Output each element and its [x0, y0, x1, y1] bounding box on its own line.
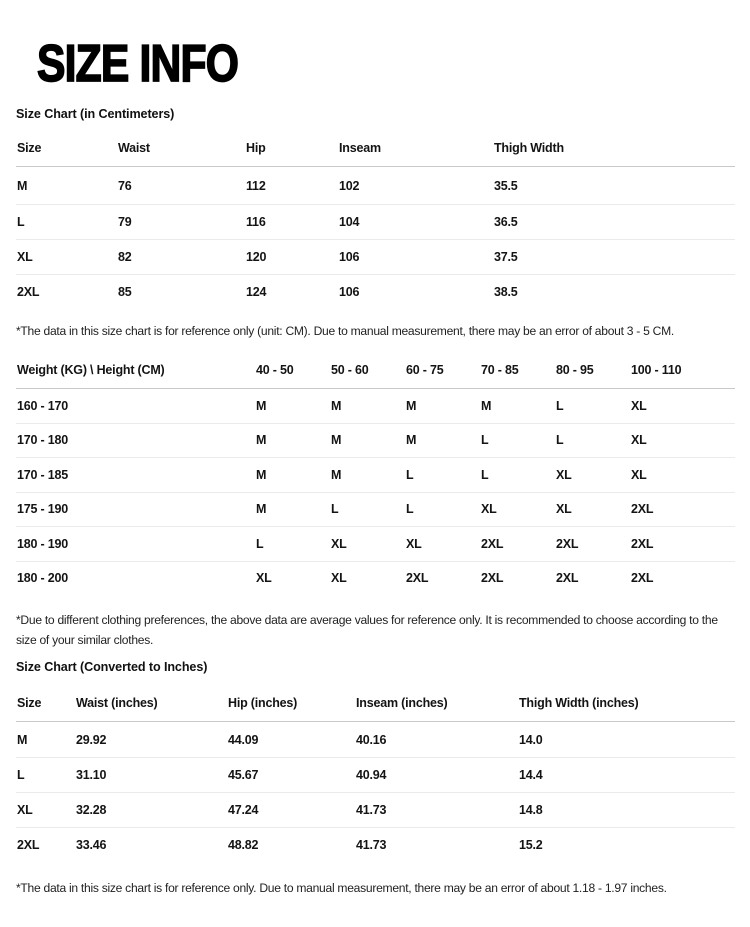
- table-cell: 2XL: [556, 571, 579, 586]
- table-header-row: [16, 693, 735, 722]
- size-label: 2XL: [17, 838, 40, 852]
- table-cell: L: [480, 423, 555, 458]
- table-cell: XL: [331, 571, 347, 586]
- column-header: Weight (KG) \ Height (CM): [16, 360, 255, 389]
- table-cell: 112: [245, 167, 338, 205]
- table-cell: L: [405, 492, 480, 527]
- table-cell: 37.5: [493, 240, 735, 275]
- table-row: [16, 167, 735, 205]
- size-label: L: [16, 205, 117, 240]
- table-cell: 2XL: [630, 527, 735, 562]
- table-cell: M: [255, 389, 330, 424]
- column-header: 80 - 95: [555, 360, 630, 389]
- table-cell: 106: [339, 285, 360, 299]
- table-cell: 2XL: [631, 571, 654, 586]
- table-row: [16, 492, 735, 527]
- cm-chart-note: *The data in this size chart is for reference only (unit: CM). Due to manual measurement, there may be an error of about 3 - 5 CM.: [16, 324, 674, 338]
- height-range-label: 175 - 190: [16, 492, 255, 527]
- table-cell: 2XL: [480, 527, 555, 562]
- table-row: [16, 205, 735, 240]
- table-cell: XL: [555, 458, 630, 493]
- table-cell: 124: [246, 285, 267, 299]
- table-row: [16, 275, 735, 310]
- table-cell: 38.5: [494, 285, 518, 299]
- table-row: [16, 758, 735, 793]
- table-cell: 45.67: [227, 758, 355, 793]
- size-label: M: [16, 722, 75, 758]
- table-cell: L: [555, 423, 630, 458]
- size-label: L: [16, 758, 75, 793]
- table-header-row: [16, 360, 735, 389]
- column-header: Hip: [245, 138, 338, 167]
- table-cell: 76: [117, 167, 245, 205]
- inches-chart-heading: Size Chart (Converted to Inches): [16, 660, 208, 674]
- table-cell: 79: [117, 205, 245, 240]
- table-cell: 35.5: [493, 167, 735, 205]
- page-title: SIZE INFO: [37, 35, 239, 93]
- table-row: [16, 527, 735, 562]
- column-header: 100 - 110: [630, 360, 735, 389]
- table-cell: 2XL: [406, 571, 429, 586]
- table-cell: 41.73: [355, 793, 518, 828]
- table-cell: XL: [330, 527, 405, 562]
- table-cell: M: [330, 458, 405, 493]
- table-cell: XL: [630, 423, 735, 458]
- table-cell: 82: [117, 240, 245, 275]
- height-range-label: 180 - 200: [17, 571, 69, 586]
- table-cell: 85: [118, 285, 132, 299]
- table-row: [16, 458, 735, 493]
- column-header: Size: [16, 138, 117, 167]
- height-range-label: 160 - 170: [16, 389, 255, 424]
- column-header: Thigh Width: [493, 138, 735, 167]
- table-row: [16, 561, 735, 595]
- table-cell: M: [255, 492, 330, 527]
- table-cell: 116: [245, 205, 338, 240]
- table-cell: L: [405, 458, 480, 493]
- table-cell: 47.24: [227, 793, 355, 828]
- table-cell: 2XL: [555, 527, 630, 562]
- height-range-label: 170 - 180: [16, 423, 255, 458]
- column-header: Waist (inches): [75, 693, 227, 722]
- table-cell: XL: [480, 492, 555, 527]
- table-cell: XL: [630, 458, 735, 493]
- table-cell: XL: [630, 389, 735, 424]
- table-cell: 106: [338, 240, 493, 275]
- table-cell: L: [480, 458, 555, 493]
- column-header: Hip (inches): [227, 693, 355, 722]
- column-header: Inseam: [338, 138, 493, 167]
- height-range-label: 170 - 185: [16, 458, 255, 493]
- column-header: 40 - 50: [255, 360, 330, 389]
- table-cell: M: [405, 423, 480, 458]
- cm-chart-heading: Size Chart (in Centimeters): [16, 107, 175, 121]
- table-cell: M: [255, 458, 330, 493]
- table-cell: 2XL: [481, 571, 504, 586]
- table-cell: 48.82: [228, 838, 259, 852]
- table-row: [16, 722, 735, 758]
- size-label: XL: [16, 793, 75, 828]
- table-row: [16, 240, 735, 275]
- table-cell: 31.10: [75, 758, 227, 793]
- fit-table-note: *Due to different clothing preferences, the above data are average values for reference only. It is recommended to choose according to the size of your similar clothes.: [16, 613, 718, 647]
- table-cell: XL: [555, 492, 630, 527]
- table-cell: 2XL: [630, 492, 735, 527]
- table-cell: XL: [405, 527, 480, 562]
- inches-chart-note: *The data in this size chart is for reference only. Due to manual measurement, there may be an error of about 1.18 - 1.97 inches.: [16, 881, 667, 895]
- weight-height-fit-table: [16, 360, 735, 595]
- size-chart-inches-table: [16, 693, 735, 862]
- table-cell: L: [555, 389, 630, 424]
- table-cell: M: [330, 423, 405, 458]
- table-cell: 32.28: [75, 793, 227, 828]
- table-cell: 14.8: [518, 793, 735, 828]
- column-header: Inseam (inches): [355, 693, 518, 722]
- column-header: Size: [16, 693, 75, 722]
- table-header-row: [16, 138, 735, 167]
- table-cell: XL: [256, 571, 272, 586]
- size-label: M: [16, 167, 117, 205]
- table-cell: 14.4: [518, 758, 735, 793]
- table-cell: 104: [338, 205, 493, 240]
- table-cell: 33.46: [76, 838, 107, 852]
- table-cell: 15.2: [519, 838, 543, 852]
- table-cell: M: [480, 389, 555, 424]
- table-cell: 40.94: [355, 758, 518, 793]
- table-row: [16, 828, 735, 863]
- table-cell: 120: [245, 240, 338, 275]
- table-cell: M: [330, 389, 405, 424]
- table-cell: M: [405, 389, 480, 424]
- table-cell: 14.0: [518, 722, 735, 758]
- column-header: Thigh Width (inches): [518, 693, 735, 722]
- table-row: [16, 423, 735, 458]
- height-range-label: 180 - 190: [16, 527, 255, 562]
- table-cell: 44.09: [227, 722, 355, 758]
- table-row: [16, 389, 735, 424]
- table-cell: L: [330, 492, 405, 527]
- table-row: [16, 793, 735, 828]
- size-label: 2XL: [17, 285, 40, 299]
- table-cell: 41.73: [356, 838, 387, 852]
- size-label: XL: [16, 240, 117, 275]
- size-chart-cm-table: [16, 138, 735, 309]
- column-header: 70 - 85: [480, 360, 555, 389]
- column-header: 60 - 75: [405, 360, 480, 389]
- table-cell: 29.92: [75, 722, 227, 758]
- column-header: 50 - 60: [330, 360, 405, 389]
- table-cell: M: [255, 423, 330, 458]
- table-cell: L: [255, 527, 330, 562]
- table-cell: 40.16: [355, 722, 518, 758]
- table-cell: 102: [338, 167, 493, 205]
- table-cell: 36.5: [493, 205, 735, 240]
- column-header: Waist: [117, 138, 245, 167]
